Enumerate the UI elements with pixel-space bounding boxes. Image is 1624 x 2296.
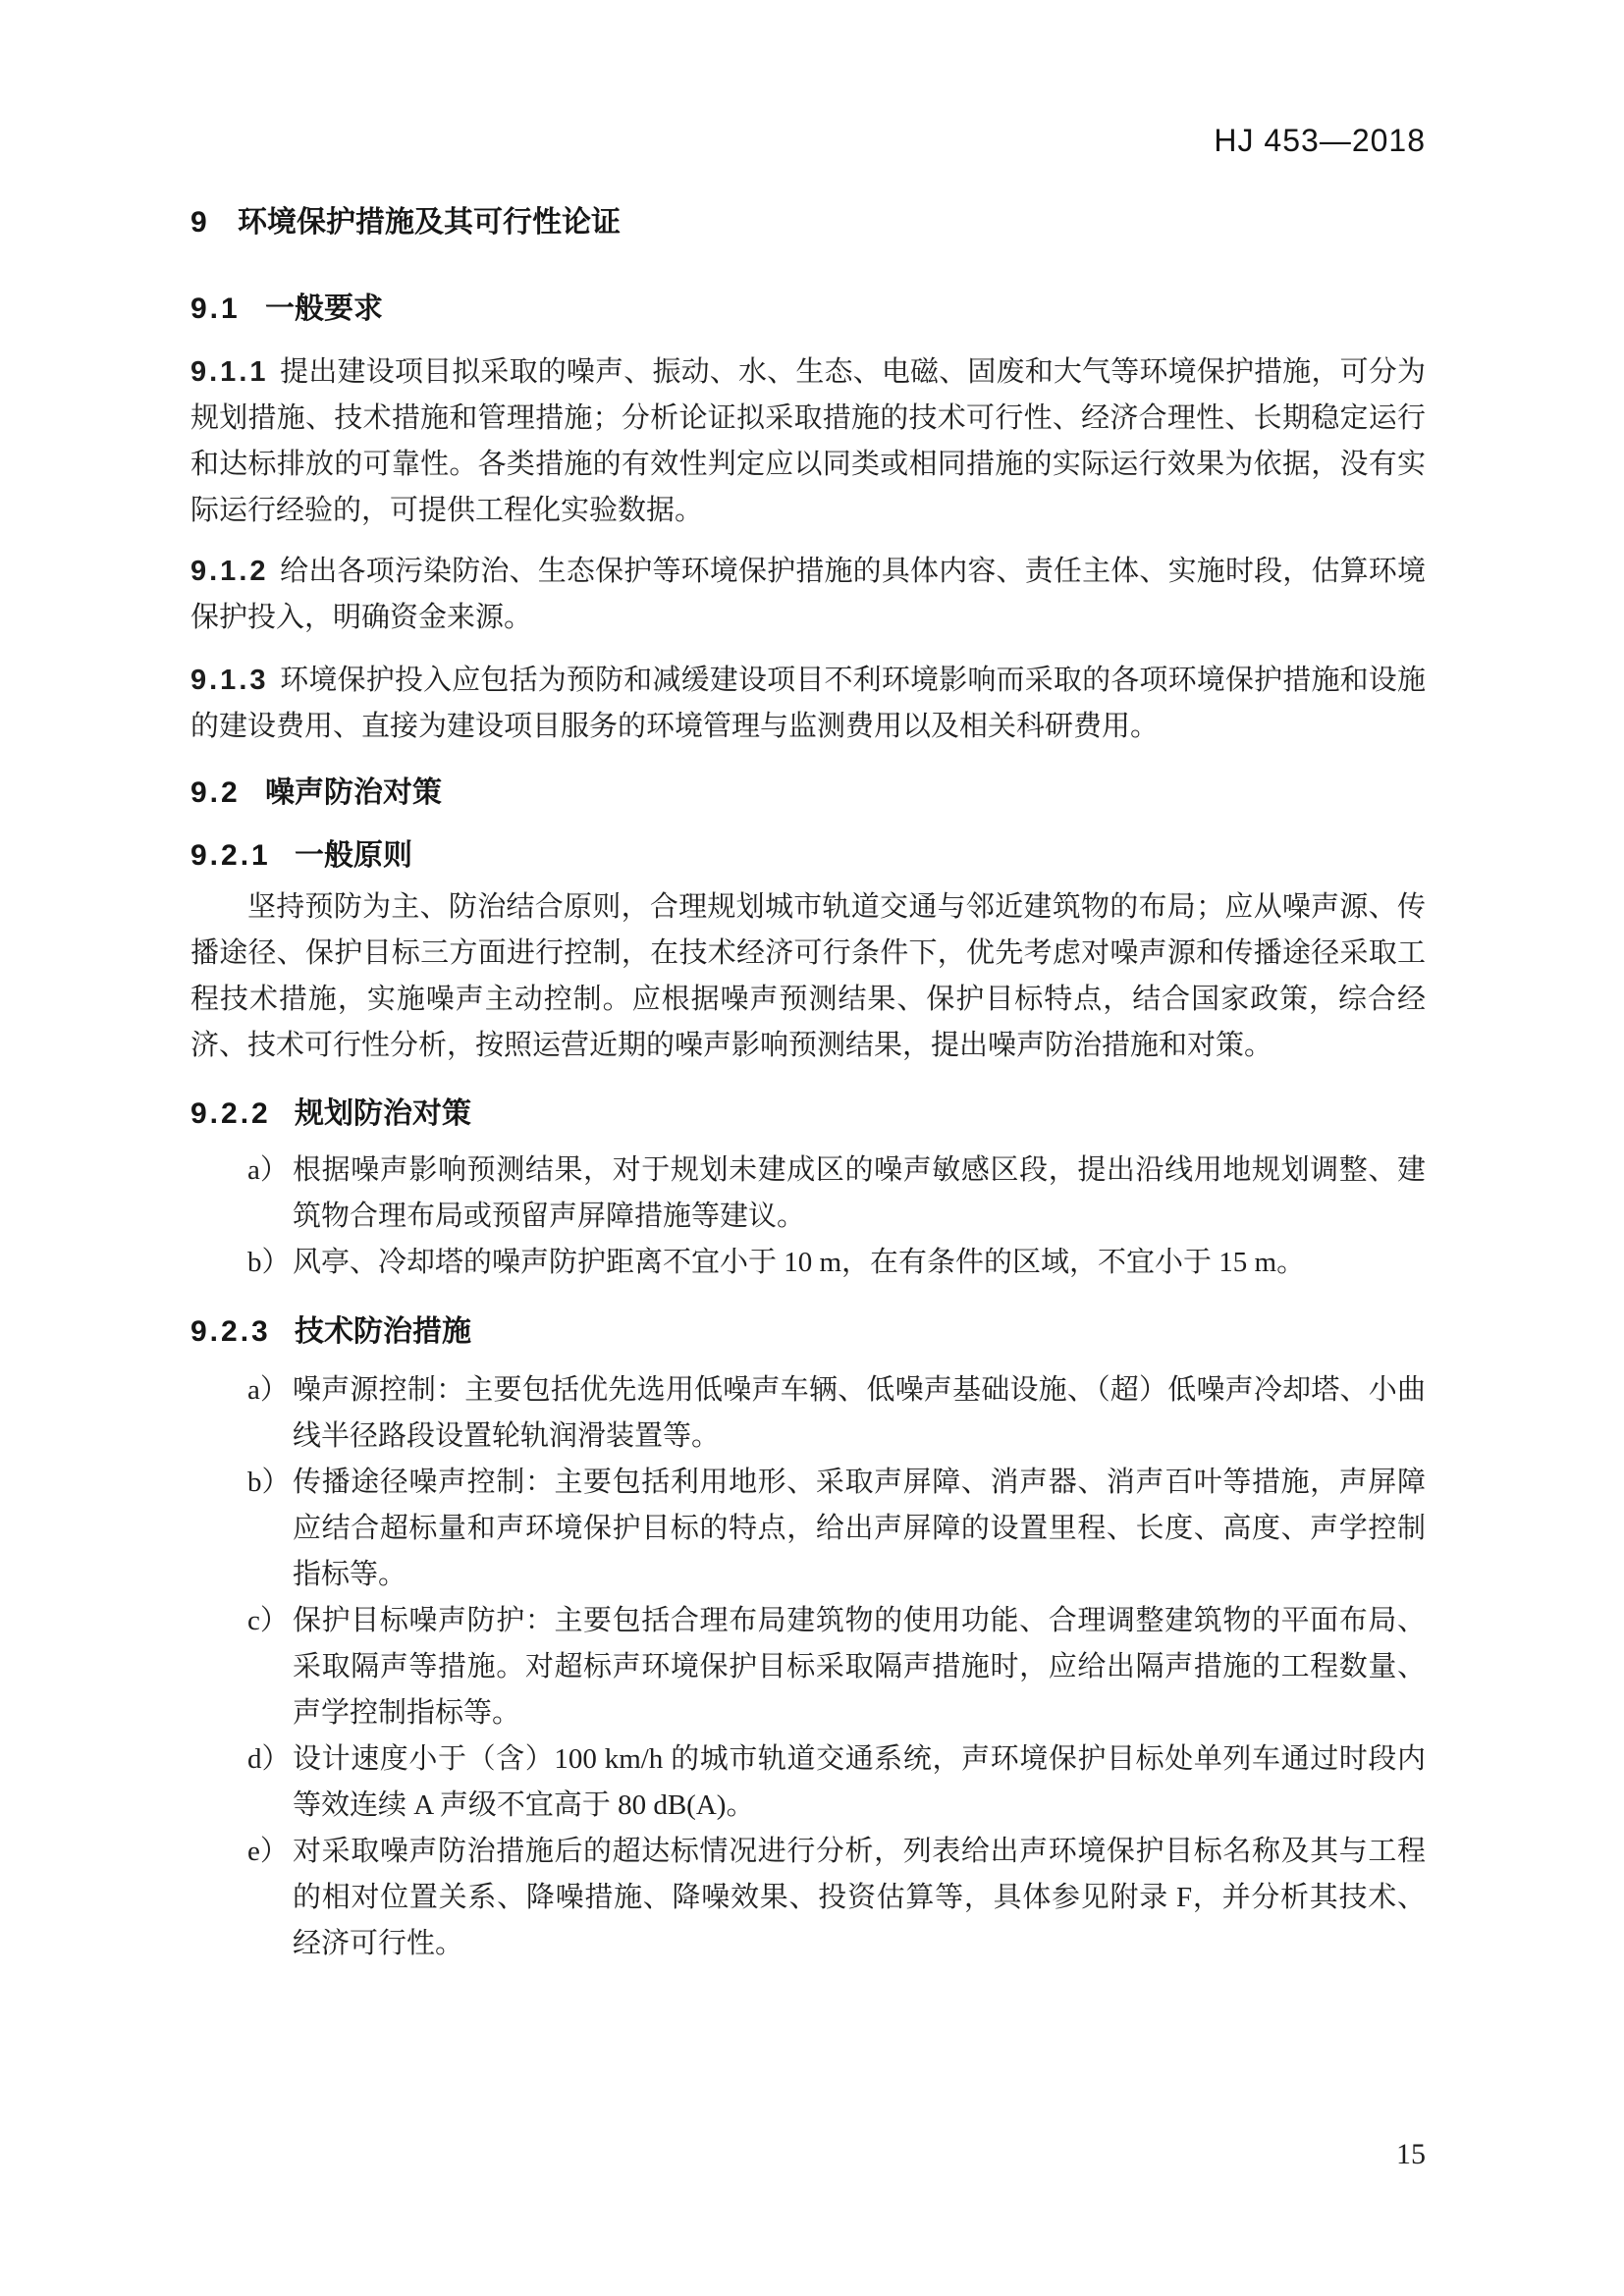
- item-text: 传播途径噪声控制：主要包括利用地形、采取声屏障、消声器、消声百叶等措施，声屏障应结合超标量和声环境保护目标的特点，给出声屏障的设置里程、长度、高度、声学控制指标等。: [293, 1467, 1426, 1590]
- list-item-a: [190, 1148, 1426, 1240]
- clause-number: 9.1.1: [190, 356, 269, 388]
- subsection-title: 一般原则: [295, 839, 412, 872]
- list-item-d: [190, 1736, 1426, 1829]
- clause-number: 9.1.2: [190, 556, 269, 587]
- list-item-b: [190, 1240, 1426, 1286]
- clause-text: 给出各项污染防治、生态保护等环境保护措施的具体内容、责任主体、实施时段，估算环境保护投入，明确资金来源。: [190, 556, 1426, 633]
- chapter-title: 环境保护措施及其可行性论证: [238, 206, 621, 239]
- section-title: 一般要求: [265, 293, 383, 325]
- chapter-heading: [190, 202, 1426, 243]
- subsection-number: 9.2.2: [190, 1097, 271, 1130]
- item-text: 噪声源控制：主要包括优先选用低噪声车辆、低噪声基础设施、（超）低噪声冷却塔、小曲线半径路段设置轮轨润滑装置等。: [293, 1374, 1426, 1452]
- item-text: 对采取噪声防治措施后的超达标情况进行分析，列表给出声环境保护目标名称及其与工程的相对位置关系、降噪措施、降噪效果、投资估算等，具体参见附录 F，并分析其技术、经济可行性。: [293, 1836, 1426, 1959]
- item-marker: b）: [247, 1247, 291, 1278]
- clause-text: 提出建设项目拟采取的噪声、振动、水、生态、电磁、固废和大气等环境保护措施，可分为规划措施、技术措施和管理措施；分析论证拟采取措施的技术可行性、经济合理性、长期稳定运行和达标排放的可靠性。各类措施的有效性判定应以同类或相同措施的实际运行效果为依据，没有实际运行经验的，可提供工程化实验数据。: [190, 356, 1426, 526]
- chapter-number: 9: [190, 206, 210, 239]
- page-content: [190, 0, 1426, 2172]
- item-marker: c）: [247, 1605, 289, 1636]
- item-marker: b）: [247, 1467, 291, 1498]
- subsection-heading-9-2-2: [190, 1094, 1426, 1135]
- list-item-b: [190, 1460, 1426, 1598]
- clause-text: 环境保护投入应包括为预防和减缓建设项目不利环境影响而采取的各项环境保护措施和设施的建设费用、直接为建设项目服务的环境管理与监测费用以及相关科研费用。: [190, 665, 1426, 742]
- clause-9-1-1: [190, 349, 1426, 534]
- section-heading-9-1: [190, 289, 1426, 330]
- subsection-title: 技术防治措施: [295, 1315, 471, 1348]
- list-item-a: [190, 1367, 1426, 1460]
- item-text: 设计速度小于（含）100 km/h 的城市轨道交通系统，声环境保护目标处单列车通过时段内等效连续 A 声级不宜高于 80 dB(A)。: [293, 1743, 1426, 1821]
- item-text: 保护目标噪声防护：主要包括合理布局建筑物的使用功能、合理调整建筑物的平面布局、采取隔声等措施。对超标声环境保护目标采取隔声措施时，应给出隔声措施的工程数量、声学控制指标等。: [293, 1605, 1426, 1729]
- item-marker: a）: [247, 1154, 289, 1186]
- section-heading-9-2: [190, 773, 1426, 814]
- standard-code-header: HJ 453—2018: [1214, 123, 1426, 158]
- section-number: 9.1: [190, 293, 241, 325]
- list-item-e: [190, 1829, 1426, 1967]
- list-9-2-3: [190, 1367, 1426, 1967]
- subsection-number: 9.2.3: [190, 1315, 271, 1348]
- item-marker: a）: [247, 1374, 289, 1406]
- clause-9-1-2: [190, 549, 1426, 641]
- section-title: 噪声防治对策: [265, 776, 442, 809]
- item-marker: e）: [247, 1836, 289, 1867]
- item-text: 根据噪声影响预测结果，对于规划未建成区的噪声敏感区段，提出沿线用地规划调整、建筑物合理布局或预留声屏障措施等建议。: [293, 1154, 1426, 1232]
- clause-9-1-3: [190, 658, 1426, 750]
- subsection-title: 规划防治对策: [295, 1097, 471, 1130]
- clause-number: 9.1.3: [190, 665, 269, 696]
- item-text: 风亭、冷却塔的噪声防护距离不宜小于 10 m，在有条件的区域，不宜小于 15 m。: [293, 1247, 1306, 1278]
- item-marker: d）: [247, 1743, 291, 1775]
- section-number: 9.2: [190, 776, 241, 809]
- subsection-number: 9.2.1: [190, 839, 271, 872]
- page-number: 15: [1396, 2138, 1426, 2170]
- list-item-c: [190, 1598, 1426, 1736]
- subsection-heading-9-2-1: [190, 835, 1426, 877]
- subsection-heading-9-2-3: [190, 1311, 1426, 1353]
- list-9-2-2: [190, 1148, 1426, 1286]
- paragraph-9-2-1: 坚持预防为主、防治结合原则，合理规划城市轨道交通与邻近建筑物的布局；应从噪声源、传播途径、保护目标三方面进行控制，在技术经济可行条件下，优先考虑对噪声源和传播途径采取工程技术措施，实施噪声主动控制。应根据噪声预测结果、保护目标特点，结合国家政策，综合经济、技术可行性分析，按照运营近期的噪声影响预测结果，提出噪声防治措施和对策。: [190, 891, 1426, 1061]
